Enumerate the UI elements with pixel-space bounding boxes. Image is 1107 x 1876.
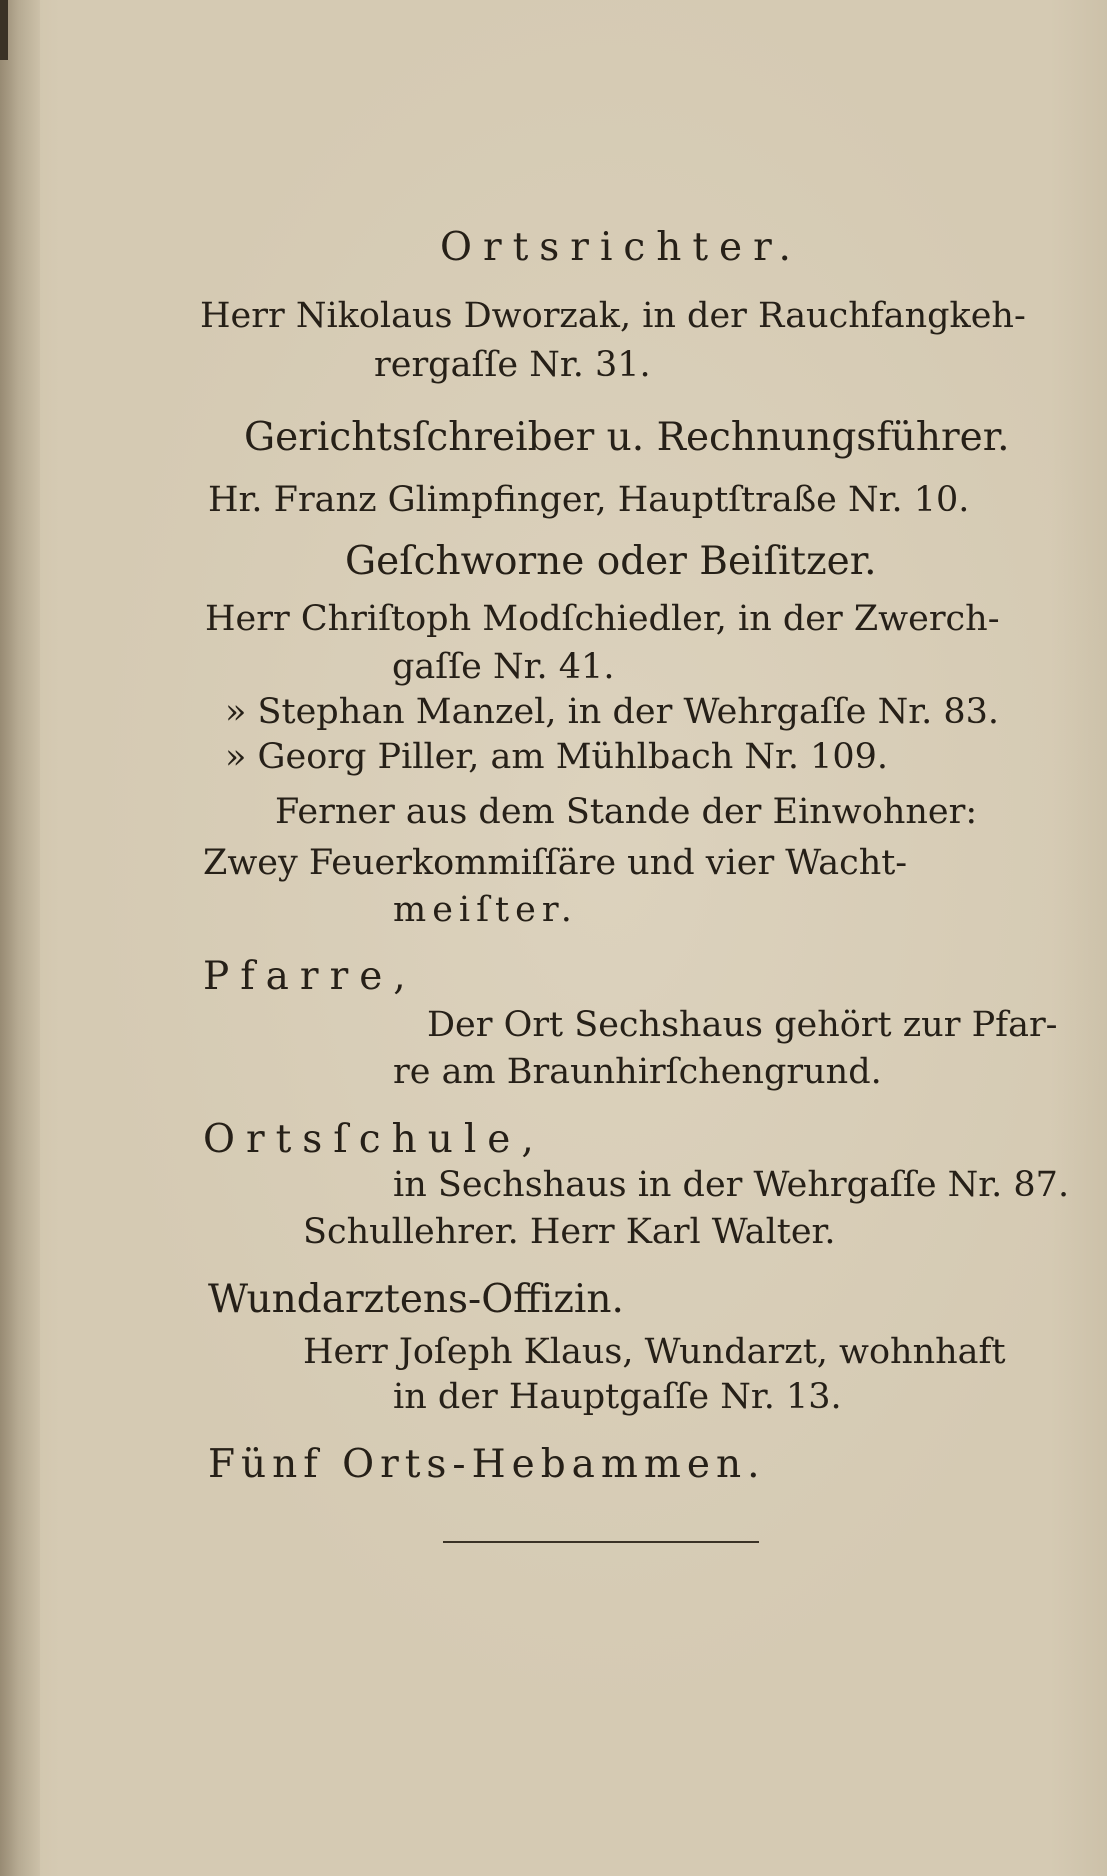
- ortsrichter-line-1: Herr Nikolaus Dworzak, in der Rauchfangkeh-: [200, 296, 1026, 336]
- geschworne-line-3: » Stephan Manzel, in der Wehrgaſſe Nr. 83.: [225, 692, 999, 732]
- ortsrichter-line-2: rergaſſe Nr. 31.: [374, 345, 651, 385]
- heading-ortsrichter: Ortsrichter.: [440, 225, 802, 270]
- geschworne-line-7: meiſter.: [393, 890, 578, 930]
- geschworne-line-1: Herr Chriſtoph Modſchiedler, in der Zwerch-: [205, 599, 1000, 639]
- geschworne-line-2: gaſſe Nr. 41.: [392, 647, 615, 687]
- page-binding-shadow: [0, 0, 40, 1876]
- pfarre-line-2: re am Braunhirſchengrund.: [393, 1052, 882, 1092]
- geschworne-line-6: Zwey Feuerkommiſſäre und vier Wacht-: [203, 843, 908, 883]
- heading-wundarzt: Wundarztens-Offizin.: [208, 1277, 624, 1322]
- heading-gerichtsschreiber: Gerichtsſchreiber u. Rechnungsführer.: [244, 415, 1010, 460]
- heading-hebammen: Fünf Orts-Hebammen.: [208, 1442, 766, 1487]
- gerichtsschreiber-line-1: Hr. Franz Glimpfinger, Hauptſtraße Nr. 10.: [208, 480, 970, 520]
- closing-rule: [443, 1541, 759, 1543]
- wundarzt-line-2: in der Hauptgaſſe Nr. 13.: [393, 1377, 842, 1417]
- ortsschule-line-1: in Sechshaus in der Wehrgaſſe Nr. 87.: [393, 1165, 1070, 1205]
- binding-notch: [0, 0, 8, 60]
- pfarre-line-1: Der Ort Sechshaus gehört zur Pfar-: [427, 1005, 1058, 1045]
- heading-geschworne: Geſchworne oder Beiſitzer.: [345, 539, 877, 584]
- heading-ortsschule: Ortsſchule,: [203, 1117, 545, 1162]
- geschworne-line-5: Ferner aus dem Stande der Einwohner:: [275, 792, 978, 832]
- ortsschule-line-2: Schullehrer. Herr Karl Walter.: [303, 1212, 836, 1252]
- wundarzt-line-1: Herr Joſeph Klaus, Wundarzt, wohnhaft: [303, 1332, 1006, 1372]
- heading-pfarre: Pfarre,: [203, 954, 417, 999]
- geschworne-line-4: » Georg Piller, am Mühlbach Nr. 109.: [225, 737, 889, 777]
